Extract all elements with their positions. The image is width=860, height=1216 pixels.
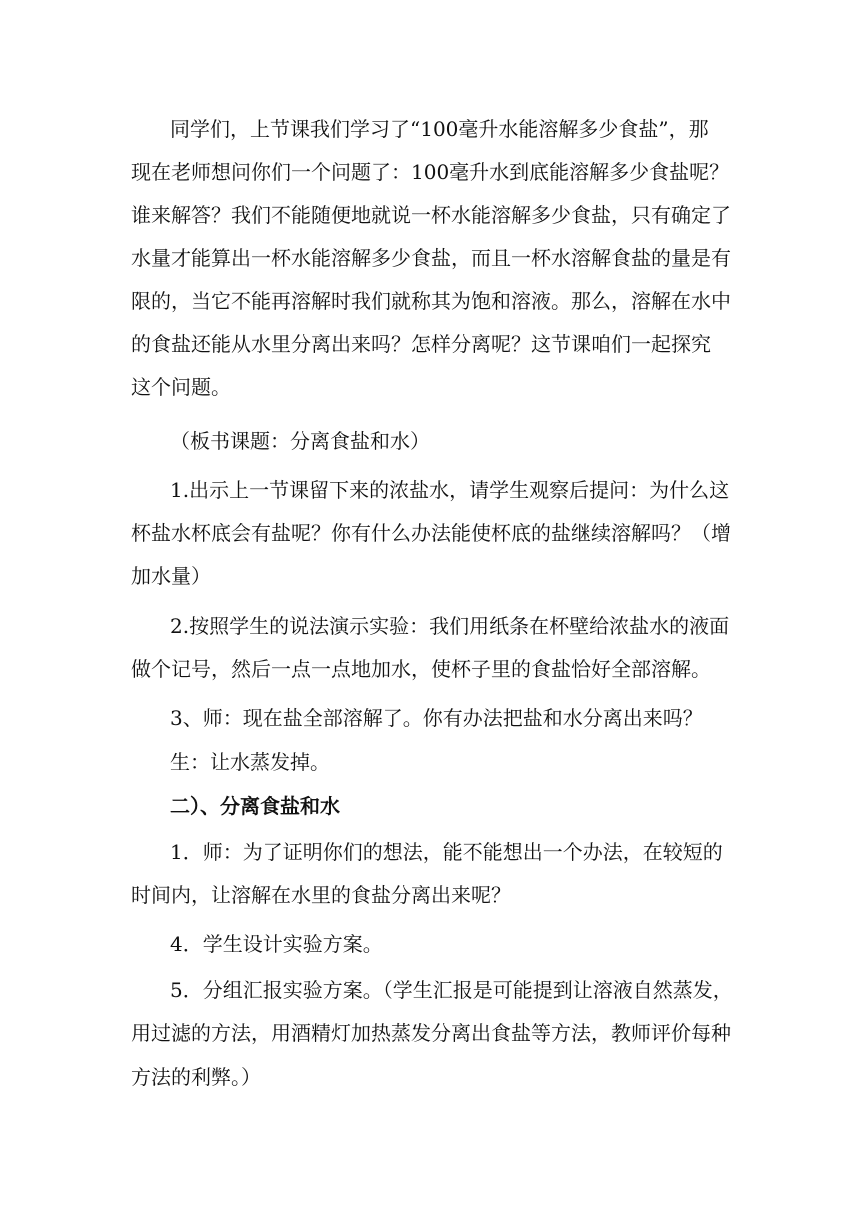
paragraph-line: 做个记号，然后一点一点地加水，使杯子里的食盐恰好全部溶解。 xyxy=(131,657,711,681)
paragraph-line: 1.出示上一节课留下来的浓盐水，请学生观察后提问：为什么这 xyxy=(170,478,730,502)
paragraph-line: 这个问题。 xyxy=(131,375,231,399)
paragraph-line: 同学们，上节课我们学习了“100毫升水能溶解多少食盐”，那 xyxy=(170,117,709,141)
paragraph-line: 时间内，让溶解在水里的食盐分离出来呢？ xyxy=(131,883,511,907)
board-title-note: （板书课题：分离食盐和水） xyxy=(170,429,430,453)
paragraph-line: 5．分组汇报实验方案。（学生汇报是可能提到让溶液自然蒸发， xyxy=(170,978,733,1002)
paragraph-line: 生：让水蒸发掉。 xyxy=(170,750,330,774)
paragraph-line: 2.按照学生的说法演示实验：我们用纸条在杯壁给浓盐水的液面 xyxy=(170,614,730,638)
paragraph-line: 加水量） xyxy=(131,564,211,588)
section-heading: 二）、分离食盐和水 xyxy=(170,794,340,818)
paragraph-line: 1．师：为了证明你们的想法，能不能想出一个办法，在较短的 xyxy=(170,840,723,864)
paragraph-line: 谁来解答？我们不能随便地就说一杯水能溶解多少食盐，只有确定了 xyxy=(131,203,731,227)
paragraph-line: 杯盐水杯底会有盐呢？你有什么办法能使杯底的盐继续溶解吗？（增 xyxy=(131,521,731,545)
paragraph-line: 的食盐还能从水里分离出来吗？怎样分离呢？这节课咱们一起探究 xyxy=(131,332,711,356)
paragraph-line: 方法的利弊。） xyxy=(131,1065,261,1089)
paragraph-line: 水量才能算出一杯水能溶解多少食盐，而且一杯水溶解食盐的量是有 xyxy=(131,246,731,270)
paragraph-line: 3、师：现在盐全部溶解了。你有办法把盐和水分离出来吗？ xyxy=(170,706,703,730)
paragraph-line: 限的，当它不能再溶解时我们就称其为饱和溶液。那么，溶解在水中 xyxy=(131,289,731,313)
paragraph-line: 4．学生设计实验方案。 xyxy=(170,932,383,956)
paragraph-line: 现在老师想问你们一个问题了：100毫升水到底能溶解多少食盐呢？ xyxy=(131,160,730,184)
paragraph-line: 用过滤的方法，用酒精灯加热蒸发分离出食盐等方法，教师评价每种 xyxy=(131,1021,731,1045)
